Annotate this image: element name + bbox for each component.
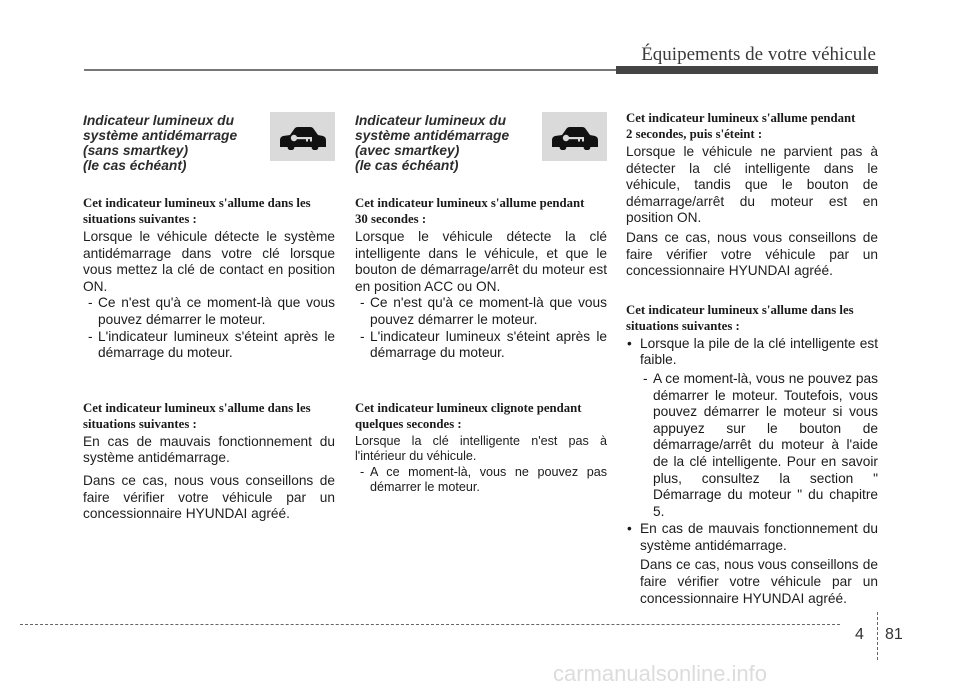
condition-heading: Cet indicateur lumineux s'allume pendant 30 secondes : xyxy=(355,196,585,226)
dash-item: - L'indicateur lumineux s'éteint après le démarrage du moteur. xyxy=(88,328,335,361)
header-accent-bar xyxy=(616,66,878,74)
immobilizer-indicator-icon xyxy=(270,112,335,161)
condition-heading: Cet indicateur lumineux clignote pendant quelques secondes : xyxy=(355,400,582,431)
dash-item: - Ce n'est qu'à ce moment-là que vous pouvez démarrer le moteur. xyxy=(360,295,607,327)
section-title: Indicateur lumineux du système antidémarrage (avec smartkey) (le cas échéant) xyxy=(355,113,510,173)
bullet-item: • En cas de mauvais fonctionnement du système antidémarrage. xyxy=(627,521,878,553)
paragraph: Lorsque la clé intelligente n'est pas à l'intérieur du véhicule. xyxy=(355,433,607,464)
paragraph: Dans ce cas, nous vous conseillons de faire vérifier votre véhicule par un concessionnaire HYUNDAI agréé. xyxy=(640,557,878,606)
paragraph: Dans ce cas, nous vous conseillons de faire vérifier votre véhicule par un concessionnaire HYUNDAI agréé. xyxy=(626,229,878,279)
chapter-number: 4 xyxy=(855,626,864,643)
section-title: Indicateur lumineux du système antidémarrage (sans smartkey) (le cas échéant) xyxy=(83,113,238,173)
dash-item: - L'indicateur lumineux s'éteint après le démarrage du moteur. xyxy=(360,328,607,361)
condition-heading: Cet indicateur lumineux s'allume pendant 2 secondes, puis s'éteint : xyxy=(626,111,856,141)
paragraph: Lorsque le véhicule ne parvient pas à détecter la clé intelligente dans le véhicule, tandis que le bouton de démarrage/arrêt du moteur est en position ON. xyxy=(626,144,878,226)
bullet-item: • Lorsque la pile de la clé intelligente est faible. xyxy=(627,335,878,368)
paragraph: Dans ce cas, nous vous conseillons de faire vérifier votre véhicule par un concessionnaire HYUNDAI agréé. xyxy=(83,472,335,522)
condition-heading: Cet indicateur lumineux s'allume dans les situations suivantes : xyxy=(83,400,311,431)
condition-heading: Cet indicateur lumineux s'allume dans les situations suivantes : xyxy=(83,196,311,226)
column-immobilizer-without-smartkey xyxy=(83,112,335,523)
watermark: carmanualsonline.info xyxy=(553,661,768,686)
dash-item: - A ce moment-là, vous ne pouvez pas démarrer le moteur. xyxy=(360,464,607,495)
dash-item: - Ce n'est qu'à ce moment-là que vous pouvez démarrer le moteur. xyxy=(88,295,335,327)
dash-item: - A ce moment-là, vous ne pouvez pas démarrer le moteur. Toutefois, vous pouvez démarrer le moteur si vous appuyez sur le bouton de démarrage/arrêt du moteur à l'aide de la clé intelligente. Pour en savoir plus, consultez la section " Démarrage du moteur " du chapitre 5. xyxy=(643,370,878,519)
immobilizer-indicator-icon xyxy=(542,112,607,161)
paragraph: Lorsque le véhicule détecte le système antidémarrage dans votre clé lorsque vous mettez la clé de contact en position ON. xyxy=(83,229,335,294)
paragraph: En cas de mauvais fonctionnement du système antidémarrage. xyxy=(83,433,335,466)
footer-rule xyxy=(20,624,840,625)
footer-divider xyxy=(877,612,878,660)
page-number: 81 xyxy=(885,626,903,643)
paragraph: Lorsque le véhicule détecte la clé intelligente dans le véhicule, et que le bouton de démarrage/arrêt du moteur est en position ACC ou ON. xyxy=(355,229,607,294)
column-immobilizer-with-smartkey xyxy=(355,112,607,496)
page-header-title: Équipements de votre véhicule xyxy=(641,44,876,65)
condition-heading: Cet indicateur lumineux s'allume dans les situations suivantes : xyxy=(626,302,854,333)
column-smartkey-conditions xyxy=(626,110,878,607)
